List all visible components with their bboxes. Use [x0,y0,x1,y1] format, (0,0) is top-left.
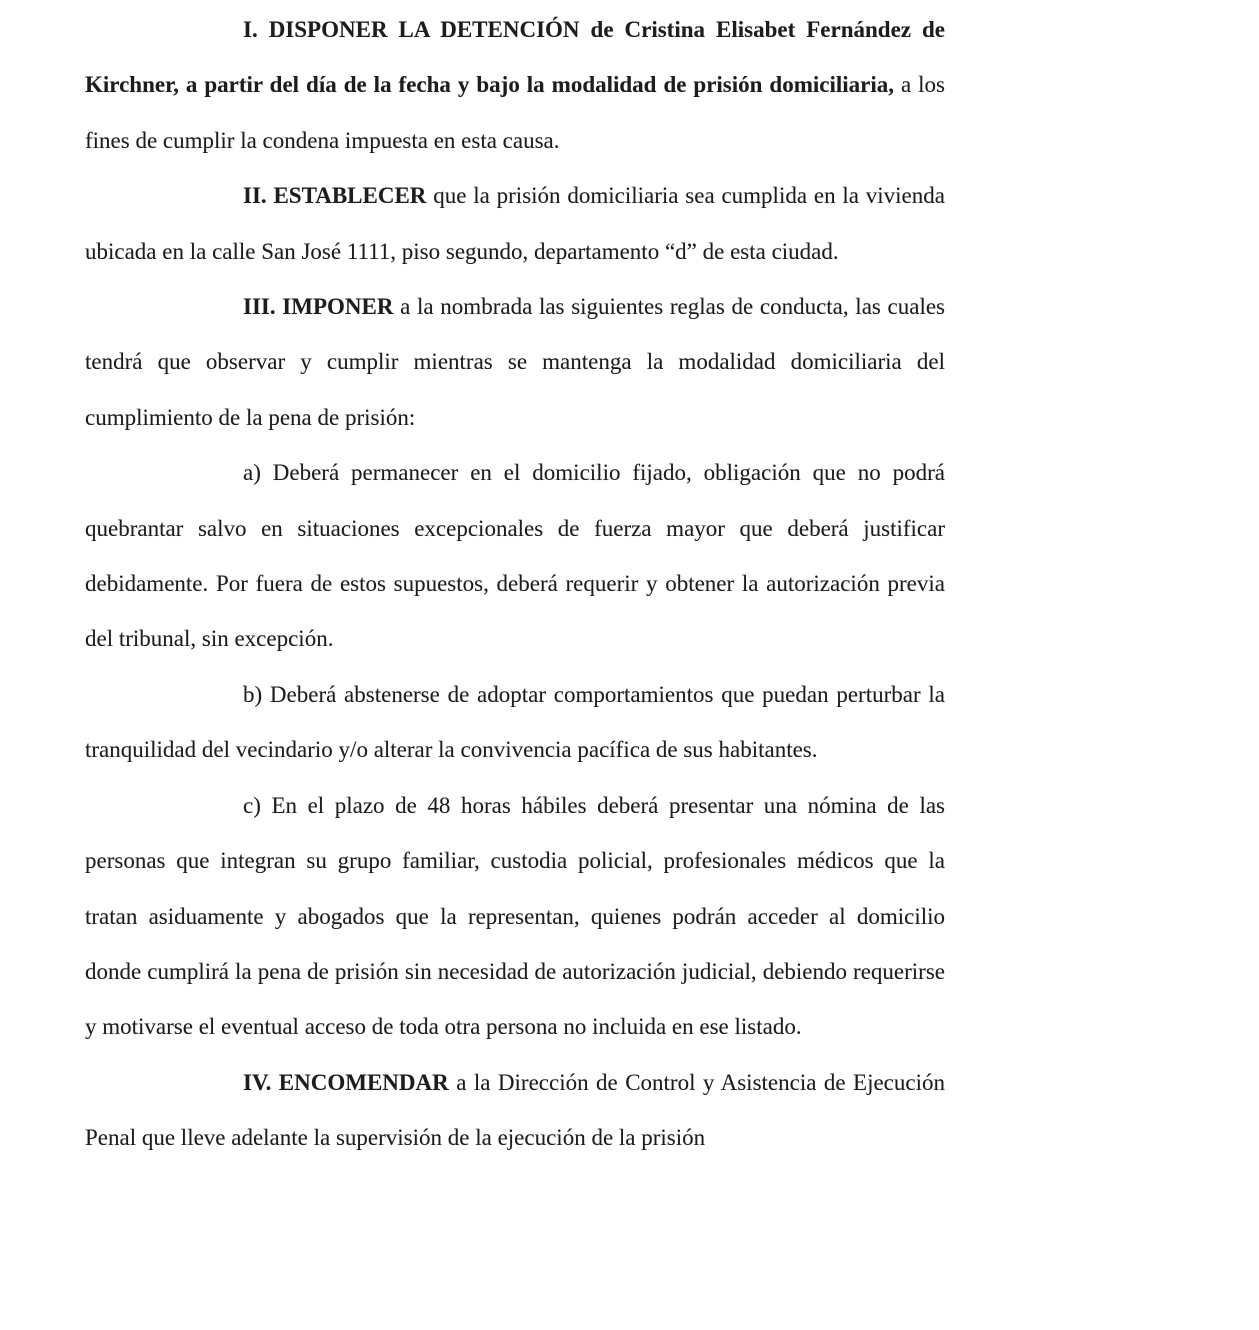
document-text-block [85,2,945,1166]
paragraph-bold-lead: II. ESTABLECER [243,183,427,209]
paragraph-imponer [85,279,945,445]
paragraph-disponer-detencion [85,2,945,168]
paragraph-bold-lead: I. DISPONER LA DETENCIÓN de Cristina Elisabet Fernández de Kirchner, a partir del día de la fecha y bajo la modalidad de prisión domiciliaria, [85,17,945,98]
paragraph-body: a) Deberá permanecer en el domicilio fijado, obligación que no podrá quebrantar salvo en situaciones excepcionales de fuerza mayor que deberá justificar debidamente. Por fuera de estos supuestos, deberá requerir y obtener la autorización previa del tribunal, sin excepción. [85,460,945,652]
paragraph-rule-a [85,445,945,667]
paragraph-encomendar [85,1055,945,1166]
paragraph-body: a los fines de cumplir la condena impuesta en esta causa. [85,72,945,153]
paragraph-rule-b [85,667,945,778]
paragraph-body: c) En el plazo de 48 horas hábiles deberá presentar una nómina de las personas que integran su grupo familiar, custodia policial, profesionales médicos que la tratan asiduamente y abogados que la representan, quienes podrán acceder al domicilio donde cumplirá la pena de prisión sin necesidad de autorización judicial, debiendo requerirse y motivarse el eventual acceso de toda otra persona no incluida en ese listado. [85,792,945,1040]
paragraph-body: a la Dirección de Control y Asistencia de Ejecución Penal que lleve adelante la supervisión de la ejecución de la prisión [85,1069,945,1151]
paragraph-body: que la prisión domiciliaria sea cumplida en la vivienda ubicada en la calle San José 1111, piso segundo, departamento “d” de esta ciudad. [85,183,945,264]
paragraph-body: b) Deberá abstenerse de adoptar comportamientos que puedan perturbar la tranquilidad del vecindario y/o alterar la convivencia pacífica de sus habitantes. [85,681,945,763]
paragraph-establecer [85,168,945,279]
paragraph-bold-lead: III. IMPONER [243,294,394,320]
paragraph-rule-c [85,778,945,1055]
paragraph-body: a la nombrada las siguientes reglas de conducta, las cuales tendrá que observar y cumplir mientras se mantenga la modalidad domiciliaria del cumplimiento de la pena de prisión: [85,294,946,430]
paragraph-bold-lead: IV. ENCOMENDAR [243,1069,449,1095]
